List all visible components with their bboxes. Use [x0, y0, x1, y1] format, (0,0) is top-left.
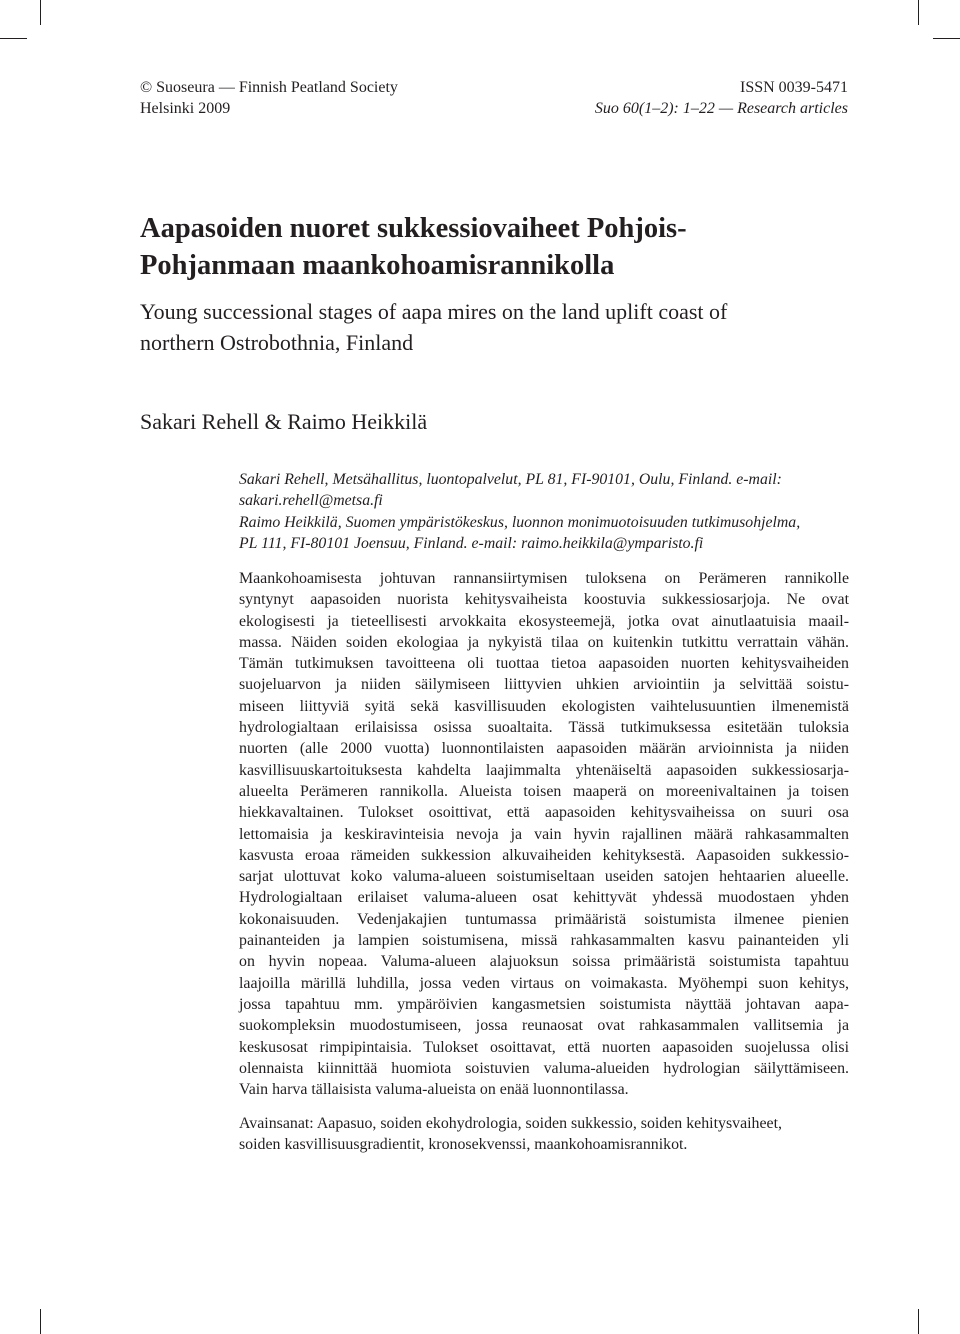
title-line: Aapasoiden nuoret sukkessiovaiheet Pohjois-: [140, 213, 687, 244]
crop-mark-top-left-horizontal: [0, 38, 27, 39]
abstract-line: laajoilla märillä luhdilla, jossa veden virtaus on voimakasta. Myöhempi suon kehitys,: [239, 974, 849, 992]
abstract-line: kasvusta eroaa rämeiden sukkession alkuvaiheiden kehityksestä. Aapasoiden sukkessio-: [239, 846, 849, 864]
abstract-line: hiekkavaltainen. Tulokset osoittivat, että aapasoiden kehitysvaiheissa on suuri osa: [239, 804, 849, 822]
abstract-line: Vain harva tällaisista valuma-alueista on enää luonnontilassa.: [239, 1081, 629, 1099]
abstract-line: suokompleksin muodostumiseen, jossa reunaosat ovat rahkasammalen vallitsemia ja: [239, 1017, 849, 1035]
crop-mark-top-right-horizontal: [933, 38, 960, 39]
affiliation-line: sakari.rehell@metsa.fi: [239, 492, 383, 510]
affiliation-line: PL 111, FI-80101 Joensuu, Finland. e-mail: raimo.heikkila@ymparisto.fi: [239, 534, 704, 552]
abstract-line: ekologisesti ja tieteellisesti arvokkaita ekosysteemejä, jotka ovat ainutlaatuisia maail-: [239, 612, 849, 630]
abstract-line: olennaista kiinnittää huomiota soistuvien valuma-alueiden hydrologian säilyttämiseen.: [239, 1059, 849, 1077]
affiliations: [239, 469, 851, 554]
abstract-line: Tämän tutkimuksen tavoitteena oli tuottaa tietoa aapasoiden nuorten kehitysvaiheiden: [239, 655, 849, 673]
abstract-line: syntynyt aapasoiden nuorista kehitysvaiheista koostuvia sukkessiosarjoja. Ne ovat: [239, 591, 849, 609]
abstract-line: jossa tapahtuu mm. ympäröivien kangasmetsien soistumista näyttää johtavan aapa-: [239, 995, 849, 1013]
abstract-line: alueelta Perämeren rannikolla. Alueista toisen maaperä on moreenivaltainen ja toisen: [239, 782, 849, 800]
abstract-line: hydrologialtaan erilaisissa osissa suoaltaita. Tässä tutkimuksessa esitetään tuloksia: [239, 719, 849, 737]
header-row-1: [140, 77, 848, 98]
abstract-line: kokonaisuuden. Vedenjakajien tuntumassa primääristä soistumista ilmenee pienien: [239, 910, 849, 928]
abstract-line: on hyvin nopeaa. Valuma-alueen alajuoksun soissa primääristä soistumista tapahtuu: [239, 953, 849, 971]
abstract-line: suojeluarvon ja niiden säilymiseen liittyvien uhkien arviointiin ja selvittää soistu-: [239, 676, 849, 694]
abstract-line: Maankohoamisesta johtuvan rannansiirtymisen tuloksena on Perämeren rannikolle: [239, 570, 849, 587]
abstract: [239, 568, 849, 1100]
title-line: Pohjanmaan maankohoamisrannikolla: [140, 250, 615, 281]
crop-mark-top-left-vertical: [40, 0, 41, 25]
keywords: [239, 1113, 849, 1156]
abstract-line: lettomaisia ja keskiravinteisia nevoja ja vain hyvin rajallinen määrä rahkasammalten: [239, 825, 849, 843]
affiliation-line: Raimo Heikkilä, Suomen ympäristökeskus, luonnon monimuotoisuuden tutkimusohjelma,: [239, 513, 801, 531]
abstract-line: Hydrologialtaan erilaiset valuma-alueen osat kehittyvät yhdessä muodostaen yhden: [239, 889, 849, 907]
abstract-line: sarjat ulottuvat koko valuma-alueen soistumiseltaan useiden satojen hehtaarien alueelle.: [239, 868, 849, 886]
crop-mark-top-right-vertical: [918, 0, 919, 25]
article-title-english: [140, 296, 860, 358]
keywords-line: Avainsanat: Aapasuo, soiden ekohydrologia, soiden sukkessio, soiden kehitysvaiheet,: [239, 1115, 782, 1132]
subtitle-line: Young successional stages of aapa mires on the land uplift coast of: [140, 299, 728, 324]
author-list: Sakari Rehell & Raimo Heikkilä: [140, 409, 428, 434]
abstract-line: massa. Näiden soiden ekologiaa ja nykyistä tilaa on kuitenkin tutkittu verrattain vähän.: [239, 633, 849, 651]
article-title-finnish: [140, 210, 860, 284]
abstract-line: kasvillisuuskartoituksesta kahdelta laajimmalta yhtenäiseltä aapasoiden sukkessiosarja-: [239, 761, 849, 779]
issn-line: ISSN 0039-5471: [739, 79, 848, 96]
citation-line: Suo 60(1–2): 1–22 — Research articles: [594, 100, 848, 117]
abstract-line: painanteiden ja lampien soistumisena, missä rahkasammalten kasvu painanteiden yli: [239, 932, 849, 950]
keywords-line: soiden kasvillisuusgradientit, kronosekvenssi, maankohoamisrannikot.: [239, 1136, 688, 1154]
city-year-line: Helsinki 2009: [140, 100, 231, 117]
publisher-line: © Suoseura — Finnish Peatland Society: [140, 79, 398, 96]
crop-mark-bottom-left-vertical: [40, 1309, 41, 1334]
crop-mark-bottom-right-vertical: [918, 1309, 919, 1334]
abstract-line: miseen liittyviä syitä sekä kasvillisuuden ekologisten vaihtelusuuntien ilmenemistä: [239, 697, 849, 715]
affiliation-line: Sakari Rehell, Metsähallitus, luontopalvelut, PL 81, FI-90101, Oulu, Finland. e-mail:: [239, 471, 782, 488]
running-header: [140, 77, 848, 119]
header-row-2: [140, 98, 848, 119]
abstract-line: nuorten (alle 2000 vuotta) luonnontilaisten aapasoiden määrän arvioinnista ja niiden: [239, 740, 849, 758]
subtitle-line: northern Ostrobothnia, Finland: [140, 330, 414, 355]
abstract-line: keskusosat rimpipintaisia. Tulokset osoittavat, että nuorten aapasoiden suojelussa olisi: [239, 1038, 849, 1056]
